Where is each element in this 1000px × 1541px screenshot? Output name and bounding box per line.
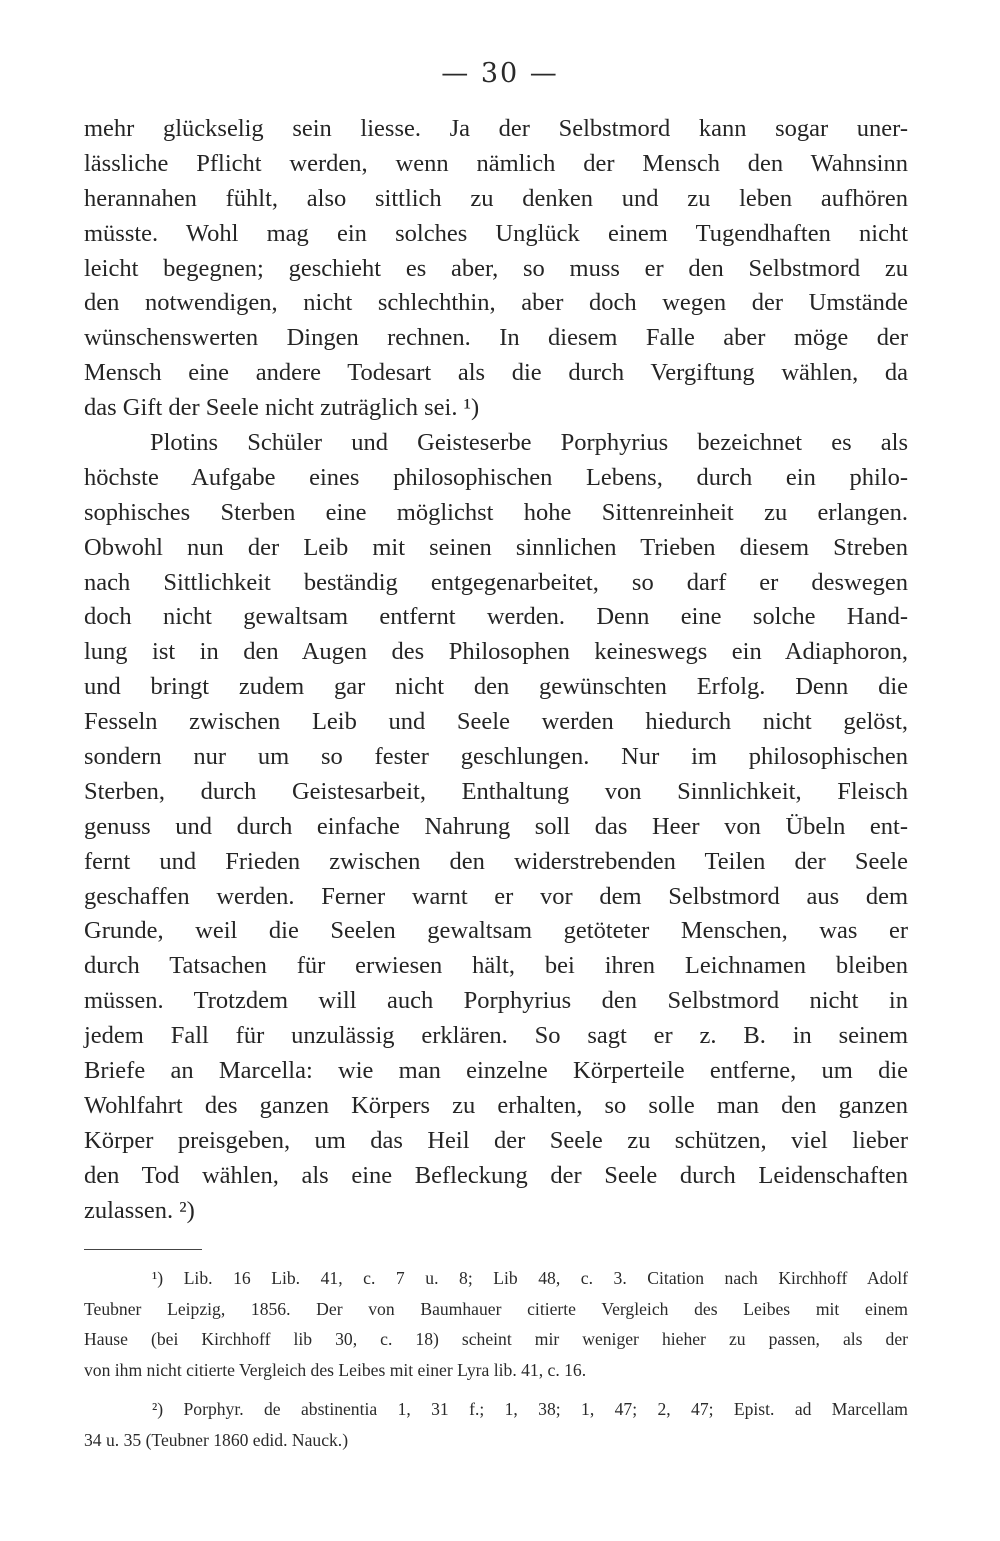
text-line: das Gift der Seele nicht zuträglich sei. ¹): [84, 394, 480, 422]
page-number: — 30 —: [441, 58, 559, 89]
text-line: Wohlfahrt des ganzen Körpers zu erhalten, so solle man den ganzen: [84, 1091, 908, 1119]
text-line: Grunde, weil die Seelen gewaltsam getöteter Menschen, was er: [84, 917, 908, 945]
text-line: müsste. Wohl mag ein solches Unglück einem Tugendhaften nicht: [84, 219, 908, 247]
text-line: zulassen. ²): [84, 1196, 195, 1224]
text-line: müssen. Trotzdem will auch Porphyrius den Selbstmord nicht in: [84, 987, 908, 1015]
text-line: Obwohl nun der Leib mit seinen sinnlichen Trieben diesem Streben: [84, 533, 908, 561]
text-line: höchste Aufgabe eines philosophischen Lebens, durch ein philo-: [84, 463, 908, 491]
text-line: geschaffen werden. Ferner warnt er vor dem Selbstmord aus dem: [84, 882, 908, 910]
footnote-line: 34 u. 35 (Teubner 1860 edid. Nauck.): [84, 1429, 349, 1450]
text-line: wünschenswerten Dingen rechnen. In diesem Falle aber möge der: [84, 324, 908, 352]
text-line: Sterben, durch Geistesarbeit, Enthaltung von Sinnlichkeit, Fleisch: [84, 777, 908, 805]
text-line: und bringt zudem gar nicht den gewünschten Erfolg. Denn die: [84, 673, 908, 701]
text-line: Körper preisgeben, um das Heil der Seele zu schützen, viel lieber: [84, 1126, 908, 1154]
text-line: nach Sittlichkeit beständig entgegenarbeitet, so darf er deswegen: [84, 568, 908, 596]
text-line: genuss und durch einfache Nahrung soll das Heer von Übeln ent-: [84, 812, 908, 840]
text-line: doch nicht gewaltsam entfernt werden. Denn eine solche Hand-: [84, 603, 908, 631]
text-line: Briefe an Marcella: wie man einzelne Körperteile entferne, um die: [84, 1057, 908, 1085]
footnote-line: Teubner Leipzig, 1856. Der von Baumhauer citierte Vergleich des Leibes mit einem: [84, 1298, 908, 1319]
text-line: leicht begegnen; geschieht es aber, so muss er den Selbstmord zu: [84, 254, 908, 282]
text-line: herannahen fühlt, also sittlich zu denken und zu leben aufhören: [84, 184, 908, 212]
footnote-line: ²) Porphyr. de abstinentia 1, 31 f.; 1, 38; 1, 47; 2, 47; Epist. ad Marcellam: [152, 1399, 908, 1419]
text-line: fernt und Frieden zwischen den widerstrebenden Teilen der Seele: [84, 847, 908, 875]
text-line: sondern nur um so fester geschlungen. Nur im philosophischen: [84, 743, 908, 771]
footnote-line: Hause (bei Kirchhoff lib 30, c. 18) scheint mir weniger hieher zu passen, als der: [84, 1329, 908, 1349]
text-line: Fesseln zwischen Leib und Seele werden hiedurch nicht gelöst,: [84, 708, 908, 736]
text-line: mehr glückselig sein liesse. Ja der Selbstmord kann sogar uner-: [84, 115, 908, 142]
footnote-line: von ihm nicht citierte Vergleich des Leibes mit einer Lyra lib. 41, c. 16.: [84, 1359, 587, 1380]
text-line: jedem Fall für unzulässig erklären. So sagt er z. B. in seinem: [84, 1022, 908, 1050]
text-line: Mensch eine andere Todesart als die durch Vergiftung wählen, da: [84, 359, 908, 387]
text-line: lung ist in den Augen des Philosophen keineswegs ein Adiaphoron,: [84, 638, 908, 666]
text-line: sophisches Sterben eine möglichst hohe Sittenreinheit zu erlangen.: [84, 498, 908, 526]
footnote-2: [84, 1394, 908, 1455]
text-line: den Tod wählen, als eine Befleckung der Seele durch Leidenschaften: [84, 1161, 908, 1189]
body-text: [84, 112, 908, 1229]
footnotes: [84, 1263, 908, 1455]
text-line: lässliche Pflicht werden, wenn nämlich der Mensch den Wahnsinn: [84, 149, 908, 177]
footnote-divider: [84, 1249, 202, 1250]
footnote-1: [84, 1263, 908, 1385]
text-line: den notwendigen, nicht schlechthin, aber doch wegen der Umstände: [84, 289, 908, 317]
text-line: Plotins Schüler und Geisteserbe Porphyrius bezeichnet es als: [150, 429, 908, 457]
text-line: durch Tatsachen für erwiesen hält, bei ihren Leichnamen bleiben: [84, 952, 908, 980]
footnote-line: ¹) Lib. 16 Lib. 41, c. 7 u. 8; Lib 48, c. 3. Citation nach Kirchhoff Adolf: [152, 1268, 908, 1288]
